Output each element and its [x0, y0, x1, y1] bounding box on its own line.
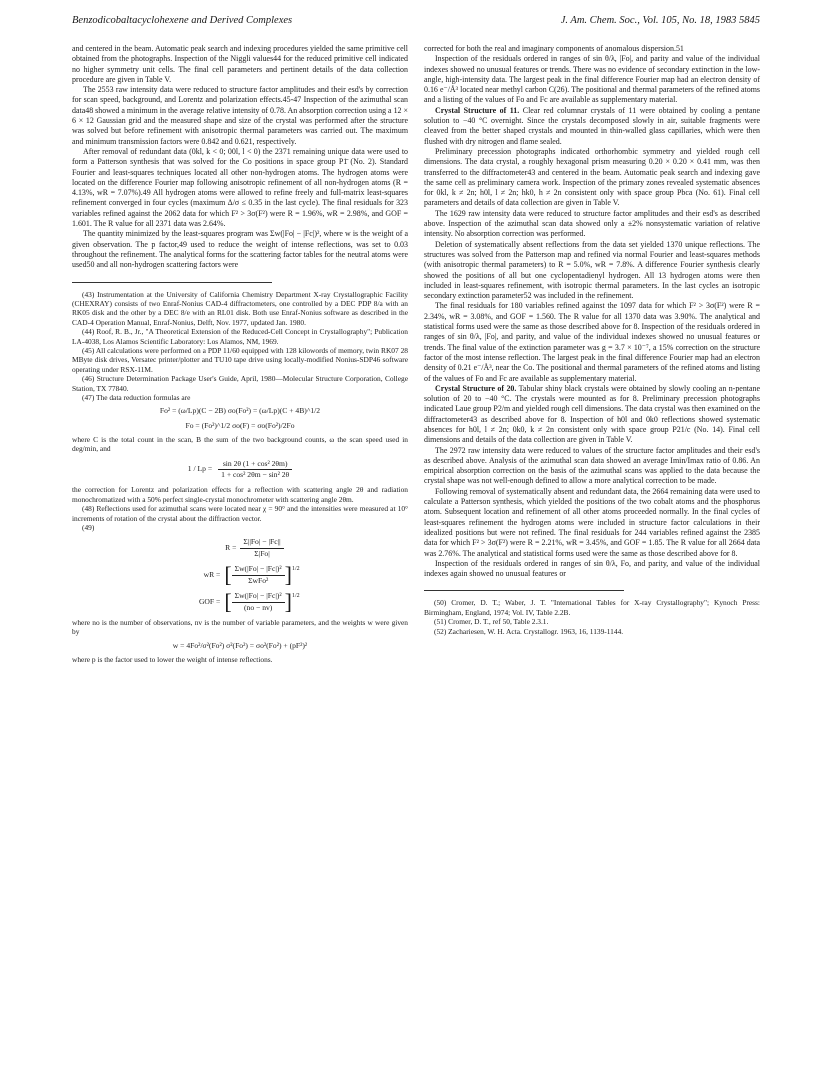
- footnote-divider: [72, 282, 272, 283]
- section-text: Clear red columnar crystals of 11 were obtained by cooling a pentane solution to −40 °C overnight. Since the crystals decomposed slowly in air, suitable fragments were cleaved from the better shaped crystals and mounted in thin-walled glass capillaries, which were then flushed with dry nitrogen and flame sealed.: [424, 105, 760, 146]
- footnote: (49): [82, 523, 95, 533]
- body-paragraph: The 1629 raw intensity data were reduced to structure factor amplitudes and their esd's as described above. Inspection of the azimuthal scan data showed only a ±2% nonsystematic variation of relative intensity. No absorption correction was performed.: [424, 208, 760, 239]
- equation-lp: [72, 459, 408, 481]
- equation-lp-numerator: sin 2θ (1 + cos² 2θm): [218, 459, 292, 470]
- footnote: (51) Cromer, D. T., ref 50, Table 2.3.1.: [434, 617, 549, 627]
- left-column: [72, 44, 408, 665]
- equation-lp-lhs: 1 / Lp =: [187, 464, 213, 474]
- footnote: (47) The data reduction formulas are: [82, 393, 191, 402]
- section-heading-11: Crystal Structure of 11.: [435, 105, 520, 115]
- equation-weights: w = 4Fo²/σ²(Fo²) σ²(Fo²) = σo²(Fo²) + (pF²)²: [172, 640, 308, 650]
- equation-wR-denominator: ΣwFo²: [248, 575, 269, 585]
- equation-R-denominator: Σ|Fo|: [254, 548, 270, 558]
- footnote: (50) Cromer, D. T.; Waber, J. T. "International Tables for X-ray Crystallography"; Kynoch Press: Birmingham, England, 1974; Vol. IV, Table 2.2B.: [424, 598, 760, 617]
- body-paragraph: Inspection of the residuals ordered in ranges of sin θ/λ, Fo, and parity, and value of the individual indexes again showed no unusual features or: [424, 558, 760, 579]
- footnote: (48) Reflections used for azimuthal scans were located near χ = 90° and the intensities were measured at 10° increments of rotation of the crystal about the diffraction vector.: [72, 504, 408, 523]
- equation-GOF-denominator: (no − nv): [244, 602, 273, 612]
- equation-intensity: Fo² = (ω/Lp)(C − 2B) σo(Fo²) = (ω/Lp)(C + 4B)^1/2: [159, 406, 321, 416]
- body-paragraph: corrected for both the real and imaginary components of anomalous dispersion.51: [424, 44, 684, 53]
- body-paragraph: The 2972 raw intensity data were reduced to values of the structure factor amplitudes and their esd's as described above. Analysis of the azimuthal scan data showed an average Imin/Imax ratio of 0.86. An empirical absorption correction on the basis of the azimuthal scans was applied to the data because the crystal shape was not well-enough defined to allow a more analytical correction to be made.: [424, 445, 760, 486]
- right-column: [424, 44, 760, 636]
- footnote: (52) Zachariesen, W. H. Acta. Crystallogr. 1963, 16, 1139-1144.: [434, 626, 624, 636]
- section-text: Tabular shiny black crystals were obtained by slowly cooling an n-pentane solution of 20 to −40 °C. The crystals were mounted as for 8. Preliminary precession photographs indicated Laue group P2/m and yielded rough cell dimensions. The data crystal was then examined on the diffractometer43 as described above for 8. Inspection of h0l and 0k0 reflections showed systematic absences for h0l, l ≠ 2n; 0k0, k ≠ 2n consistent only with space group P21/c (No. 14). Final cell dimensions and details of the data collection are given in Table V.: [424, 383, 761, 445]
- body-paragraph: and centered in the beam. Automatic peak search and indexing procedures yielded the same primitive cell obtained from the photographs. Inspection of the Niggli values44 for the reduced primitive cell indicated no higher symmetry unit cells. The final cell parameters and pertinent details of the data collection procedure are given in Table V.: [72, 44, 408, 84]
- body-paragraph: The 2553 raw intensity data were reduced to structure factor amplitudes and their esd's by correction for scan speed, background, and Lorentz and polarization effects.45-47 Inspection of the azimuthal scan data48 showed a minimum in the average relative intensity of 0.78. An absorption correction using a 12 × 6 × 12 Gaussian grid and the measured shape and size of the crystal was performed after the structure was solved but before refinement with anisotropic thermal parameters was carried out. The maximum and minimum transmission factors were 0.842 and 0.621, respectively.: [72, 85, 408, 146]
- equation-wR: [72, 564, 408, 586]
- body-paragraph: The final residuals for 180 variables refined against the 1097 data for which F² > 3σ(F²) were R = 2.34%, wR = 3.08%, and GOF = 1.560. The R value for all 1370 data was 3.90%. The analytical and statistical forms used were the same as those described above for 8. Inspection of the residuals ordered in ranges of sin θ/λ, |Fo|, and parity, and value of the individual indexes showed no unusual features or trends. The final value of the extinction parameter was g = 3.7 × 10⁻⁷, a 15% correction on the structure factor of the most intense reflection. The largest peak in the final difference Fourier map had an electron density of 0.21 e⁻/Å³, near the Co. The positional and thermal parameters of the refined atoms and listing of the values of Fo and Fc are available as supplementary material.: [424, 301, 760, 383]
- equation-lp-denominator: 1 + cos² 2θm − sin² 2θ: [221, 470, 290, 480]
- body-paragraph: Inspection of the residuals ordered in ranges of sin θ/λ, |Fo|, and parity and value of the individual indexes showed no unusual features or trends. There was no evidence of secondary extinction in the low-angle, high-intensity data. The largest peak in the final difference Fourier map had an electron density of 0.16 e⁻/Å³ located near methyl carbon C(26). The positional and thermal parameters of the refined atoms and a listing of the values of Fo and Fc are available as supplementary material.: [424, 54, 760, 105]
- equation-wR-fraction: [232, 564, 285, 586]
- footnote: (43) Instrumentation at the University of California Chemistry Department X-ray Crystallographic Facility (CHEXRAY) consists of two Enraf-Nonius CAD-4 diffractometers, one controlled by a DEC PDP 8/a with an RK05 disk and the other by a DEC 8/e with an RL01 disk. Both use Enraf-Nonius software as described in the CAD-4 Operation Manual, Enraf-Nonius, Delft, Nov. 1977, updated Jan. 1980.: [72, 289, 408, 327]
- equation-wR-lhs: wR =: [203, 569, 221, 579]
- exponent: 1/2: [292, 593, 300, 600]
- equation-GOF: [72, 591, 408, 613]
- footnote-text: where C is the total count in the scan, B the sum of the two background counts, ω the scan speed used in deg/min, and: [72, 435, 408, 454]
- left-bracket: [: [224, 562, 232, 588]
- footnote-text: where p is the factor used to lower the weight of intense reflections.: [72, 655, 273, 665]
- equation-R-fraction: [240, 537, 283, 559]
- footnote-text: where no is the number of observations, nv is the number of variable parameters, and the weights w were given by: [72, 618, 408, 637]
- footnote: (44) Roof, R. B., Jr., "A Theoretical Extension of the Reduced-Cell Concept in Crystallography"; Publication LA-4038, Los Alamos Scientific Laboratory: Los Alamos, NM, 1969.: [72, 327, 408, 346]
- equation-GOF-numerator: Σw(|Fo| − |Fc|)²: [232, 591, 285, 602]
- body-paragraph: Following removal of systematically absent and redundant data, the 2664 remaining data were used to calculate a Patterson synthesis, which yielded the positions of the two cobalt atoms and the phosphorus atom. Subsequent location and refinement of all other atoms proceeded normally. In the final cycles of least-squares refinement the hydrogen atoms were included in structure factor calculations in their idealized positions but were not refined. The final residuals for 244 variables refined against the 2385 data for which F² > 3σ(F²) were R = 2.21%, wR = 3.45%, and GOF = 1.85. The R value for all 2664 data was 2.76%. The analytical and statistical forms used were the same as those described above for 8.: [424, 486, 760, 558]
- right-bracket: ]: [284, 562, 292, 588]
- equation-R: [72, 537, 408, 559]
- section-heading-20: Crystal Structure of 20.: [435, 383, 517, 393]
- equation-wR-numerator: Σw(|Fo| − |Fc|)²: [232, 564, 285, 575]
- body-paragraph: The quantity minimized by the least-squares program was Σw(|Fo| − |Fc|)², where w is the weight of a given observation. The p factor,49 used to reduce the weight of intense reflections, was set to 0.03 throughout the refinement. The analytical forms for the scattering factor tables for the neutral atoms were used50 and all non-hydrogen scattering factors were: [72, 229, 408, 270]
- footnote: (46) Structure Determination Package User's Guide, April, 1980—Molecular Structure Corporation, College Station, TX 77840.: [72, 374, 408, 393]
- equation-R-numerator: Σ||Fo| − |Fc||: [240, 537, 283, 548]
- exponent: 1/2: [292, 566, 300, 573]
- equation-amplitude: Fo = (Fo²)^1/2 σo(F) = σo(Fo²)/2Fo: [185, 420, 295, 430]
- equation-GOF-fraction: [232, 591, 285, 613]
- footnote: (45) All calculations were performed on a PDP 11/60 equipped with 128 kilowords of memory, twin RK07 28 MByte disk drives, Versatec printer/plotter and TU10 tape drive using locally-modified Nonius-SDP46 software operating under RSX-11M.: [72, 345, 408, 374]
- header-title: Benzodicobaltacyclohexene and Derived Complexes: [72, 15, 293, 26]
- footnote-text: the correction for Lorentz and polarization effects for a reflection with scattering angle 2θ and radiation monochromatized with a 50% perfect single-crystal monochrometer with scattering angle 2θm.: [72, 485, 408, 504]
- equation-R-lhs: R =: [225, 543, 237, 553]
- footnote-divider: [424, 590, 624, 591]
- right-bracket: ]: [284, 589, 292, 615]
- section-paragraph: [424, 106, 760, 147]
- section-paragraph: [424, 384, 760, 446]
- equation-lp-fraction: [218, 459, 292, 481]
- body-paragraph: Deletion of systematically absent reflections from the data set yielded 1370 unique reflections. The structures was solved from the Patterson map and refined via normal Fourier and least-squares methods (with anisotropic thermal parameters) to R = 5.0%, wR = 7.8%. A difference Fourier synthesis clearly showed the positions of all but one cyclopentadienyl hydrogen. All 13 hydrogen atoms were then included in least-squares refinement, with isotropic thermal parameters. In the last cycles an isotropic secondary extinction parameter52 was included in the refinement.: [424, 239, 760, 301]
- left-bracket: [: [224, 589, 232, 615]
- body-paragraph: Preliminary precession photographs indicated orthorhombic symmetry and yielded rough cell dimensions. The data crystal, a roughly hexagonal prism measuring 0.20 × 0.20 × 0.41 mm, was then transferred to the diffractometer43 and centered in the beam. Automatic peak search and indexing gave the same cell as preliminary camera work. Inspection of the primary zones revealed systematic absences for 0kl, k ≠ 2n; h0l, l ≠ 2n; hk0, h ≠ 2n consistent only with space group Pbca (No. 61). Final cell parameters and details of data collection are given in Table V.: [424, 146, 760, 208]
- running-header: [72, 0, 760, 26]
- header-journal: J. Am. Chem. Soc., Vol. 105, No. 18, 1983 5845: [560, 15, 760, 26]
- body-paragraph: After removal of redundant data (0kl, k < 0; 00l, l < 0) the 2371 remaining unique data were used to form a Patterson synthesis that was solved for the Co positions in space group P1̄ (No. 2). Standard Fourier and least-squares techniques located all other non-hydrogen atoms. The hydrogen atoms were located on the difference Fourier map following anisotropic refinement of all non-hydrogen atoms (R = 4.13%, wR = 7.07%).49 All hydrogen atoms were allowed to refine freely and full-matrix least-squares refinement converged in four cycles (maximum Δ/σ ≤ 0.35 in the last cycle). The final residuals for 323 variables refined against the 2062 data for which F² > 3σ(F²) were R = 1.96%, wR = 2.98%, and GOF = 1.601. The R value for all 2371 data was 2.64%.: [72, 146, 408, 229]
- equation-GOF-lhs: GOF =: [198, 596, 221, 606]
